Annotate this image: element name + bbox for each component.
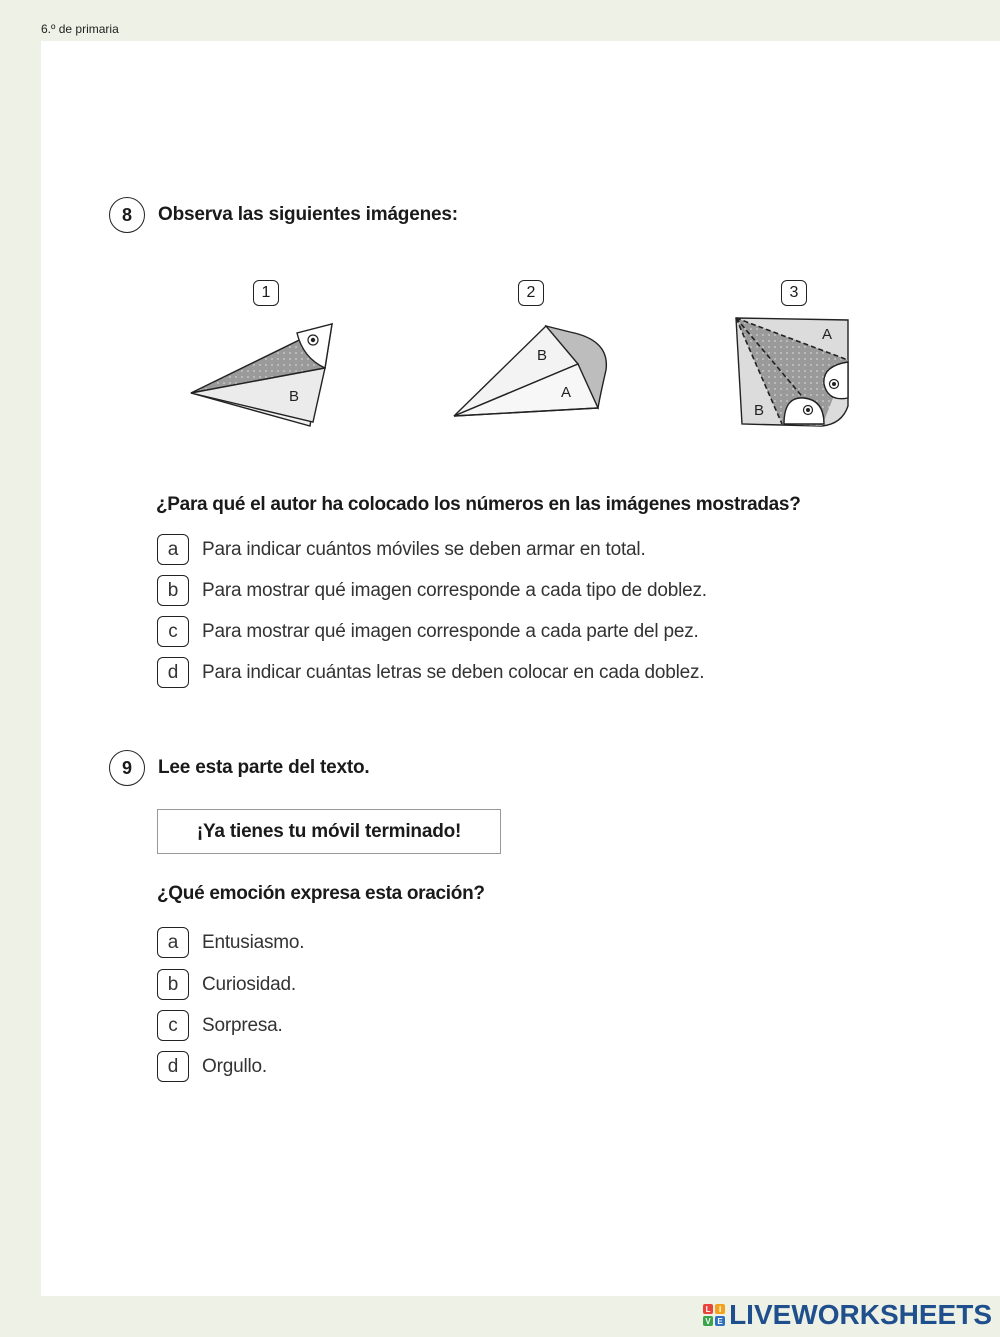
figure-3-number: 3 <box>781 280 807 306</box>
q8-option-b-text: Para mostrar qué imagen corresponde a cada tipo de doblez. <box>202 579 707 601</box>
logo-letter-v: V <box>703 1316 713 1326</box>
figure-3-label-b: B <box>754 402 765 419</box>
figure-1-label-b: B <box>289 388 300 405</box>
q9-option-b-text: Curiosidad. <box>202 973 296 995</box>
text-excerpt: ¡Ya tienes tu móvil terminado! <box>196 820 462 842</box>
text-excerpt-box <box>157 809 501 854</box>
q8-option-a[interactable] <box>157 534 646 565</box>
q9-option-a-letter[interactable]: a <box>157 927 189 958</box>
fish-fold-3-drawing <box>730 278 860 438</box>
q9-option-c[interactable] <box>157 1010 283 1041</box>
figure-1 <box>185 278 345 438</box>
q8-option-a-text: Para indicar cuántos móviles se deben armar en total. <box>202 538 646 560</box>
figure-2-label-a: A <box>561 384 572 401</box>
logo-letter-l: L <box>703 1304 713 1314</box>
question-9-title: Lee esta parte del texto. <box>158 757 370 778</box>
liveworksheets-logo-icon <box>703 1304 725 1326</box>
q9-option-d-text: Orgullo. <box>202 1055 267 1077</box>
q8-option-d-text: Para indicar cuántas letras se deben colocar en cada doblez. <box>202 661 705 683</box>
q9-option-d-letter[interactable]: d <box>157 1051 189 1082</box>
q8-option-b[interactable] <box>157 575 707 606</box>
figure-3 <box>730 278 860 438</box>
q9-option-b[interactable] <box>157 969 296 1000</box>
figure-2-label-b: B <box>537 347 548 364</box>
q9-option-a-text: Entusiasmo. <box>202 931 305 953</box>
question-9-prompt: ¿Qué emoción expresa esta oración? <box>157 883 485 904</box>
question-8-title: Observa las siguientes imágenes: <box>158 204 458 225</box>
fish-fold-2-drawing <box>450 278 620 438</box>
liveworksheets-wordmark: LIVEWORKSHEETS <box>729 1299 992 1330</box>
q9-option-c-text: Sorpresa. <box>202 1014 283 1036</box>
q9-option-d[interactable] <box>157 1051 267 1082</box>
q8-option-c[interactable] <box>157 616 699 647</box>
q8-option-a-letter[interactable]: a <box>157 534 189 565</box>
grade-label: 6.º de primaria <box>41 22 119 36</box>
logo-letter-e: E <box>715 1316 725 1326</box>
question-8-prompt: ¿Para qué el autor ha colocado los números en las imágenes mostradas? <box>156 494 801 515</box>
logo-letter-i: I <box>715 1304 725 1314</box>
q9-option-b-letter[interactable]: b <box>157 969 189 1000</box>
liveworksheets-branding[interactable] <box>703 1299 992 1331</box>
q8-option-b-letter[interactable]: b <box>157 575 189 606</box>
q9-option-c-letter[interactable]: c <box>157 1010 189 1041</box>
question-9-number: 9 <box>109 750 145 786</box>
figure-3-label-a: A <box>822 326 833 343</box>
q8-option-c-letter[interactable]: c <box>157 616 189 647</box>
q8-option-c-text: Para mostrar qué imagen corresponde a cada parte del pez. <box>202 620 699 642</box>
question-8-number: 8 <box>109 197 145 233</box>
q9-option-a[interactable] <box>157 927 304 958</box>
figure-1-number: 1 <box>253 280 279 306</box>
fish-fold-1-drawing <box>185 278 345 438</box>
figure-2 <box>450 278 620 438</box>
figure-2-number: 2 <box>518 280 544 306</box>
q8-option-d-letter[interactable]: d <box>157 657 189 688</box>
q8-option-d[interactable] <box>157 657 704 688</box>
